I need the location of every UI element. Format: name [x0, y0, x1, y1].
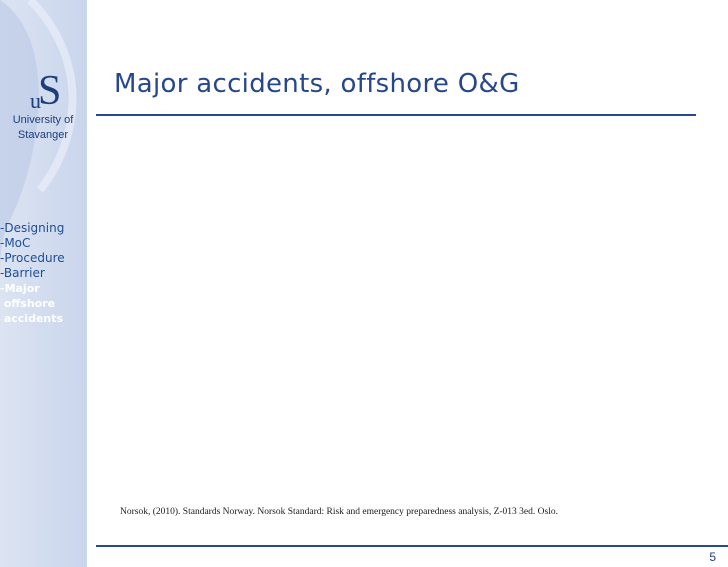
logo-text-line1: University of — [12, 114, 74, 126]
nav-item-procedure[interactable]: -Procedure — [0, 251, 65, 265]
nav-item-major-accidents[interactable]: -Major — [0, 282, 40, 295]
nav-item-major-accidents-line3[interactable]: accidents — [0, 312, 64, 325]
nav-item-major-accidents-line2[interactable]: offshore — [0, 297, 56, 310]
university-logo — [6, 64, 80, 142]
sidebar — [0, 0, 87, 567]
footer-divider — [96, 545, 728, 547]
slide-title: Major accidents, offshore O&G — [114, 69, 520, 99]
university-logo-mark — [21, 64, 65, 112]
logo-text-line2: Stavanger — [17, 129, 69, 141]
page-number: 5 — [709, 550, 716, 564]
reference-citation: Norsok, (2010). Standards Norway. Norsok Standard: Risk and emergency preparedness analysis, Z-013 3ed. Oslo. — [120, 507, 558, 517]
title-divider — [96, 114, 696, 116]
section-nav — [0, 221, 87, 326]
nav-item-barrier[interactable]: -Barrier — [0, 266, 45, 280]
nav-item-designing[interactable]: -Designing — [0, 221, 65, 235]
svg-text:u: u — [30, 88, 41, 112]
nav-item-moc[interactable]: -MoC — [0, 236, 31, 250]
svg-text:S: S — [38, 68, 62, 112]
